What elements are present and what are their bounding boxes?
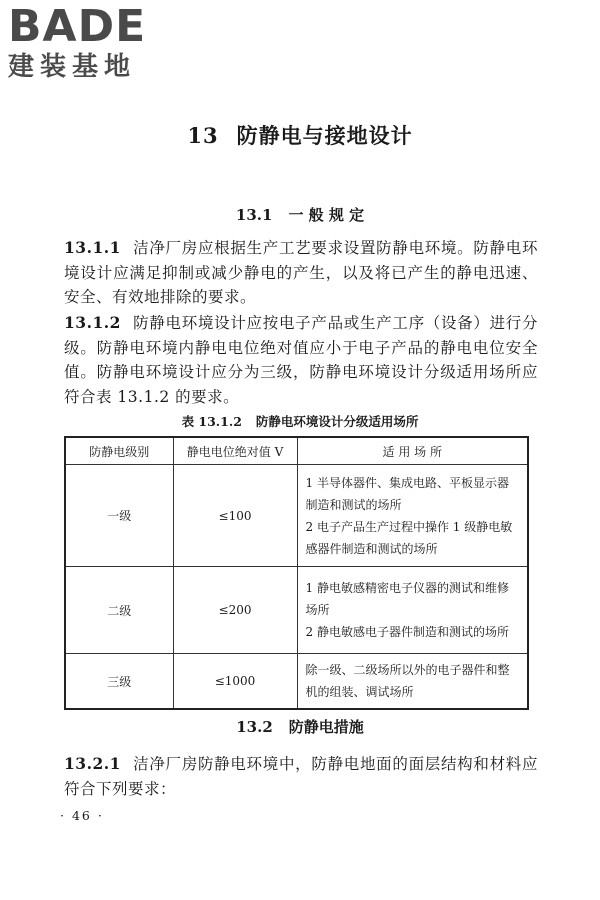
clause-number: 13.1.1 [64, 238, 121, 257]
section-title-text: 一 般 规 定 [288, 206, 365, 224]
table-title: 防静电环境设计分级适用场所 [255, 414, 419, 429]
logo-mark: BADE [8, 4, 147, 50]
classification-table [64, 436, 529, 710]
header-scope: 适 用 场 所 [297, 437, 528, 465]
logo [8, 4, 178, 84]
scope-item: 1 半导体器件、集成电路、平板显示器制造和测试的场所 [305, 475, 509, 512]
page-number: · 46 · [60, 808, 104, 823]
scope-cell [297, 567, 528, 654]
table-caption [0, 412, 600, 430]
scope-item: 2 静电敏感电子器件制造和测试的场所 [305, 625, 509, 639]
table-row [65, 567, 528, 654]
scope-cell [297, 654, 528, 710]
section-title-general [0, 204, 600, 225]
table-header-row [65, 437, 528, 465]
header-value: 静电电位绝对值 V [173, 437, 297, 465]
clause-text: 防静电环境设计应按电子产品或生产工序（设备）进行分级。防静电环境内静电电位绝对值应小于电子产品的静电电位安全值。防静电环境设计应分为三级，防静电环境设计分级适用场所应符合表 13.1.2 的要求。 [64, 314, 538, 406]
value-cell: ≤200 [173, 567, 297, 654]
table-number: 表 13.1.2 [181, 414, 242, 429]
section-number: 13.1 [235, 206, 273, 224]
chapter-title-text: 防静电与接地设计 [236, 123, 413, 148]
header-level: 防静电级别 [65, 437, 173, 465]
scope-item: 除一级、二级场所以外的电子器件和整机的组装、调试场所 [305, 663, 510, 699]
scope-cell [297, 465, 528, 567]
level-cell: 一级 [65, 465, 173, 567]
table-row [65, 465, 528, 567]
clause-13-1-1 [64, 236, 538, 310]
section-number: 13.2 [236, 718, 273, 736]
section-title-measures [0, 716, 600, 737]
chapter-title [0, 120, 600, 150]
clause-text: 洁净厂房应根据生产工艺要求设置防静电环境。防静电环境设计应满足抑制或减少静电的产生，以及将已产生的静电迅速、安全、有效地排除的要求。 [64, 239, 538, 306]
clause-13-2-1 [64, 752, 538, 801]
clause-number: 13.1.2 [64, 313, 121, 332]
chapter-number: 13 [187, 123, 219, 148]
clause-number: 13.2.1 [64, 754, 121, 773]
clause-text: 洁净厂房防静电环境中，防静电地面的面层结构和材料应符合下列要求： [64, 755, 538, 798]
value-cell: ≤1000 [173, 654, 297, 710]
clause-13-1-2 [64, 311, 538, 409]
scope-item: 2 电子产品生产过程中操作 1 级静电敏感器件制造和测试的场所 [305, 519, 513, 556]
section-title-text: 防静电措施 [288, 718, 364, 736]
scope-item: 1 静电敏感精密电子仪器的测试和维修场所 [305, 581, 509, 617]
table-row [65, 654, 528, 710]
logo-subtitle: 建装基地 [8, 52, 137, 82]
level-cell: 二级 [65, 567, 173, 654]
level-cell: 三级 [65, 654, 173, 710]
value-cell: ≤100 [173, 465, 297, 567]
